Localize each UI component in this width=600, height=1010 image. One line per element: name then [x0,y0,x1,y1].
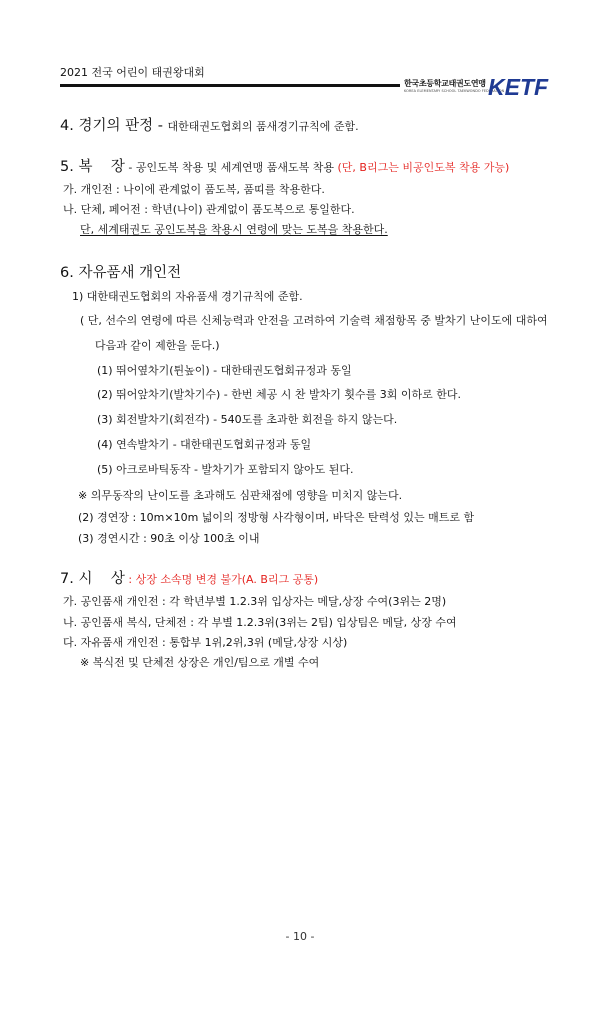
section-5-item-3: 단, 세계태권도 공인도복을 착용시 연령에 맞는 도복을 착용한다. [80,223,388,236]
section-6-subitem-4: (4) 연속발차기 - 대한태권도협회규정과 동일 [97,438,312,451]
page-number: - 10 - [285,930,315,943]
federation-english-name: KOREA ELEMENTARY SCHOOL TAEKWONDO FEDERATION [404,89,505,93]
section-7-note-red: : 상장 소속명 변경 불가(A. B리그 공통) [124,573,319,586]
section-5-heading: 5. 복 장 [60,159,125,175]
section-6-subitem-5: (5) 아크로바틱동작 - 발차기가 포함되지 않아도 된다. [97,463,354,476]
section-4-note: 대한태권도협회의 품새경기규칙에 준함. [167,120,359,133]
section-7 [60,567,318,588]
section-6-rule-1: 1) 대한태권도협회의 자유품새 경기규칙에 준함. [72,290,303,303]
section-5-item-1: 가. 개인전 : 나이에 관계없이 품도복, 품띠를 착용한다. [63,183,325,196]
header-rule [60,84,400,87]
svg-text:KETF: KETF [488,74,549,100]
section-5-note: - 공인도복 착용 및 세계연맹 품새도복 착용 [124,161,338,174]
section-6-subitem-2: (2) 뛰어앞차기(발차기수) - 한번 체공 시 찬 발차기 횟수를 3회 이하로 한다. [97,388,461,401]
section-7-item-2: 나. 공인품새 복식, 단체전 : 각 부별 1.2.3위(3위는 2팀) 입상팀은 메달, 상장 수여 [63,616,457,629]
section-7-item-3: 다. 자유품새 개인전 : 통합부 1위,2위,3위 (메달,상장 시상) [63,636,348,649]
section-6-subitem-3: (3) 회전발차기(회전각) - 540도를 초과한 회전을 하지 않는다. [97,413,398,426]
section-6-subitem-1: (1) 뛰어옆차기(튄높이) - 대한태권도협회규정과 동일 [97,364,352,377]
section-6-note: ※ 의무동작의 난이도를 초과해도 심판채점에 영향을 미치지 않는다. [78,489,403,502]
section-5-item-2: 나. 단체, 페어전 : 학년(나이) 관계없이 품도복으로 통일한다. [63,203,355,216]
document-header-title: 2021 전국 어린이 태권왕대회 [60,66,205,79]
section-4 [60,114,359,135]
section-7-item-1: 가. 공인품새 개인전 : 각 학년부별 1.2.3위 입상자는 메달,상장 수여(3위는 2명) [63,595,447,608]
section-5-note-red: (단, B리그는 비공인도복 착용 가능) [337,161,510,174]
section-6-heading: 6. 자유품새 개인전 [60,265,182,281]
section-6-paren-line-1: ( 단, 선수의 연령에 따른 신체능력과 안전을 고려하여 기술력 채점항목 중 발차기 난이도에 대하여 [80,314,548,327]
section-7-note: ※ 복식전 및 단체전 상장은 개인/팀으로 개별 수여 [80,656,320,669]
section-4-heading: 4. 경기의 판정 - [60,118,168,134]
section-7-heading: 7. 시 상 [60,571,125,587]
section-6-rule-2: (2) 경연장 : 10m×10m 넓이의 정방형 사각형이며, 바닥은 탄력성 있는 매트로 함 [78,511,475,524]
section-6-rule-3: (3) 경연시간 : 90초 이상 100초 이내 [78,532,260,545]
section-6-paren-line-2: 다음과 같이 제한을 둔다.) [95,339,220,352]
ketf-logo [488,74,549,100]
section-5 [60,155,509,176]
federation-name: 한국초등학교태권도연맹 [404,79,486,88]
